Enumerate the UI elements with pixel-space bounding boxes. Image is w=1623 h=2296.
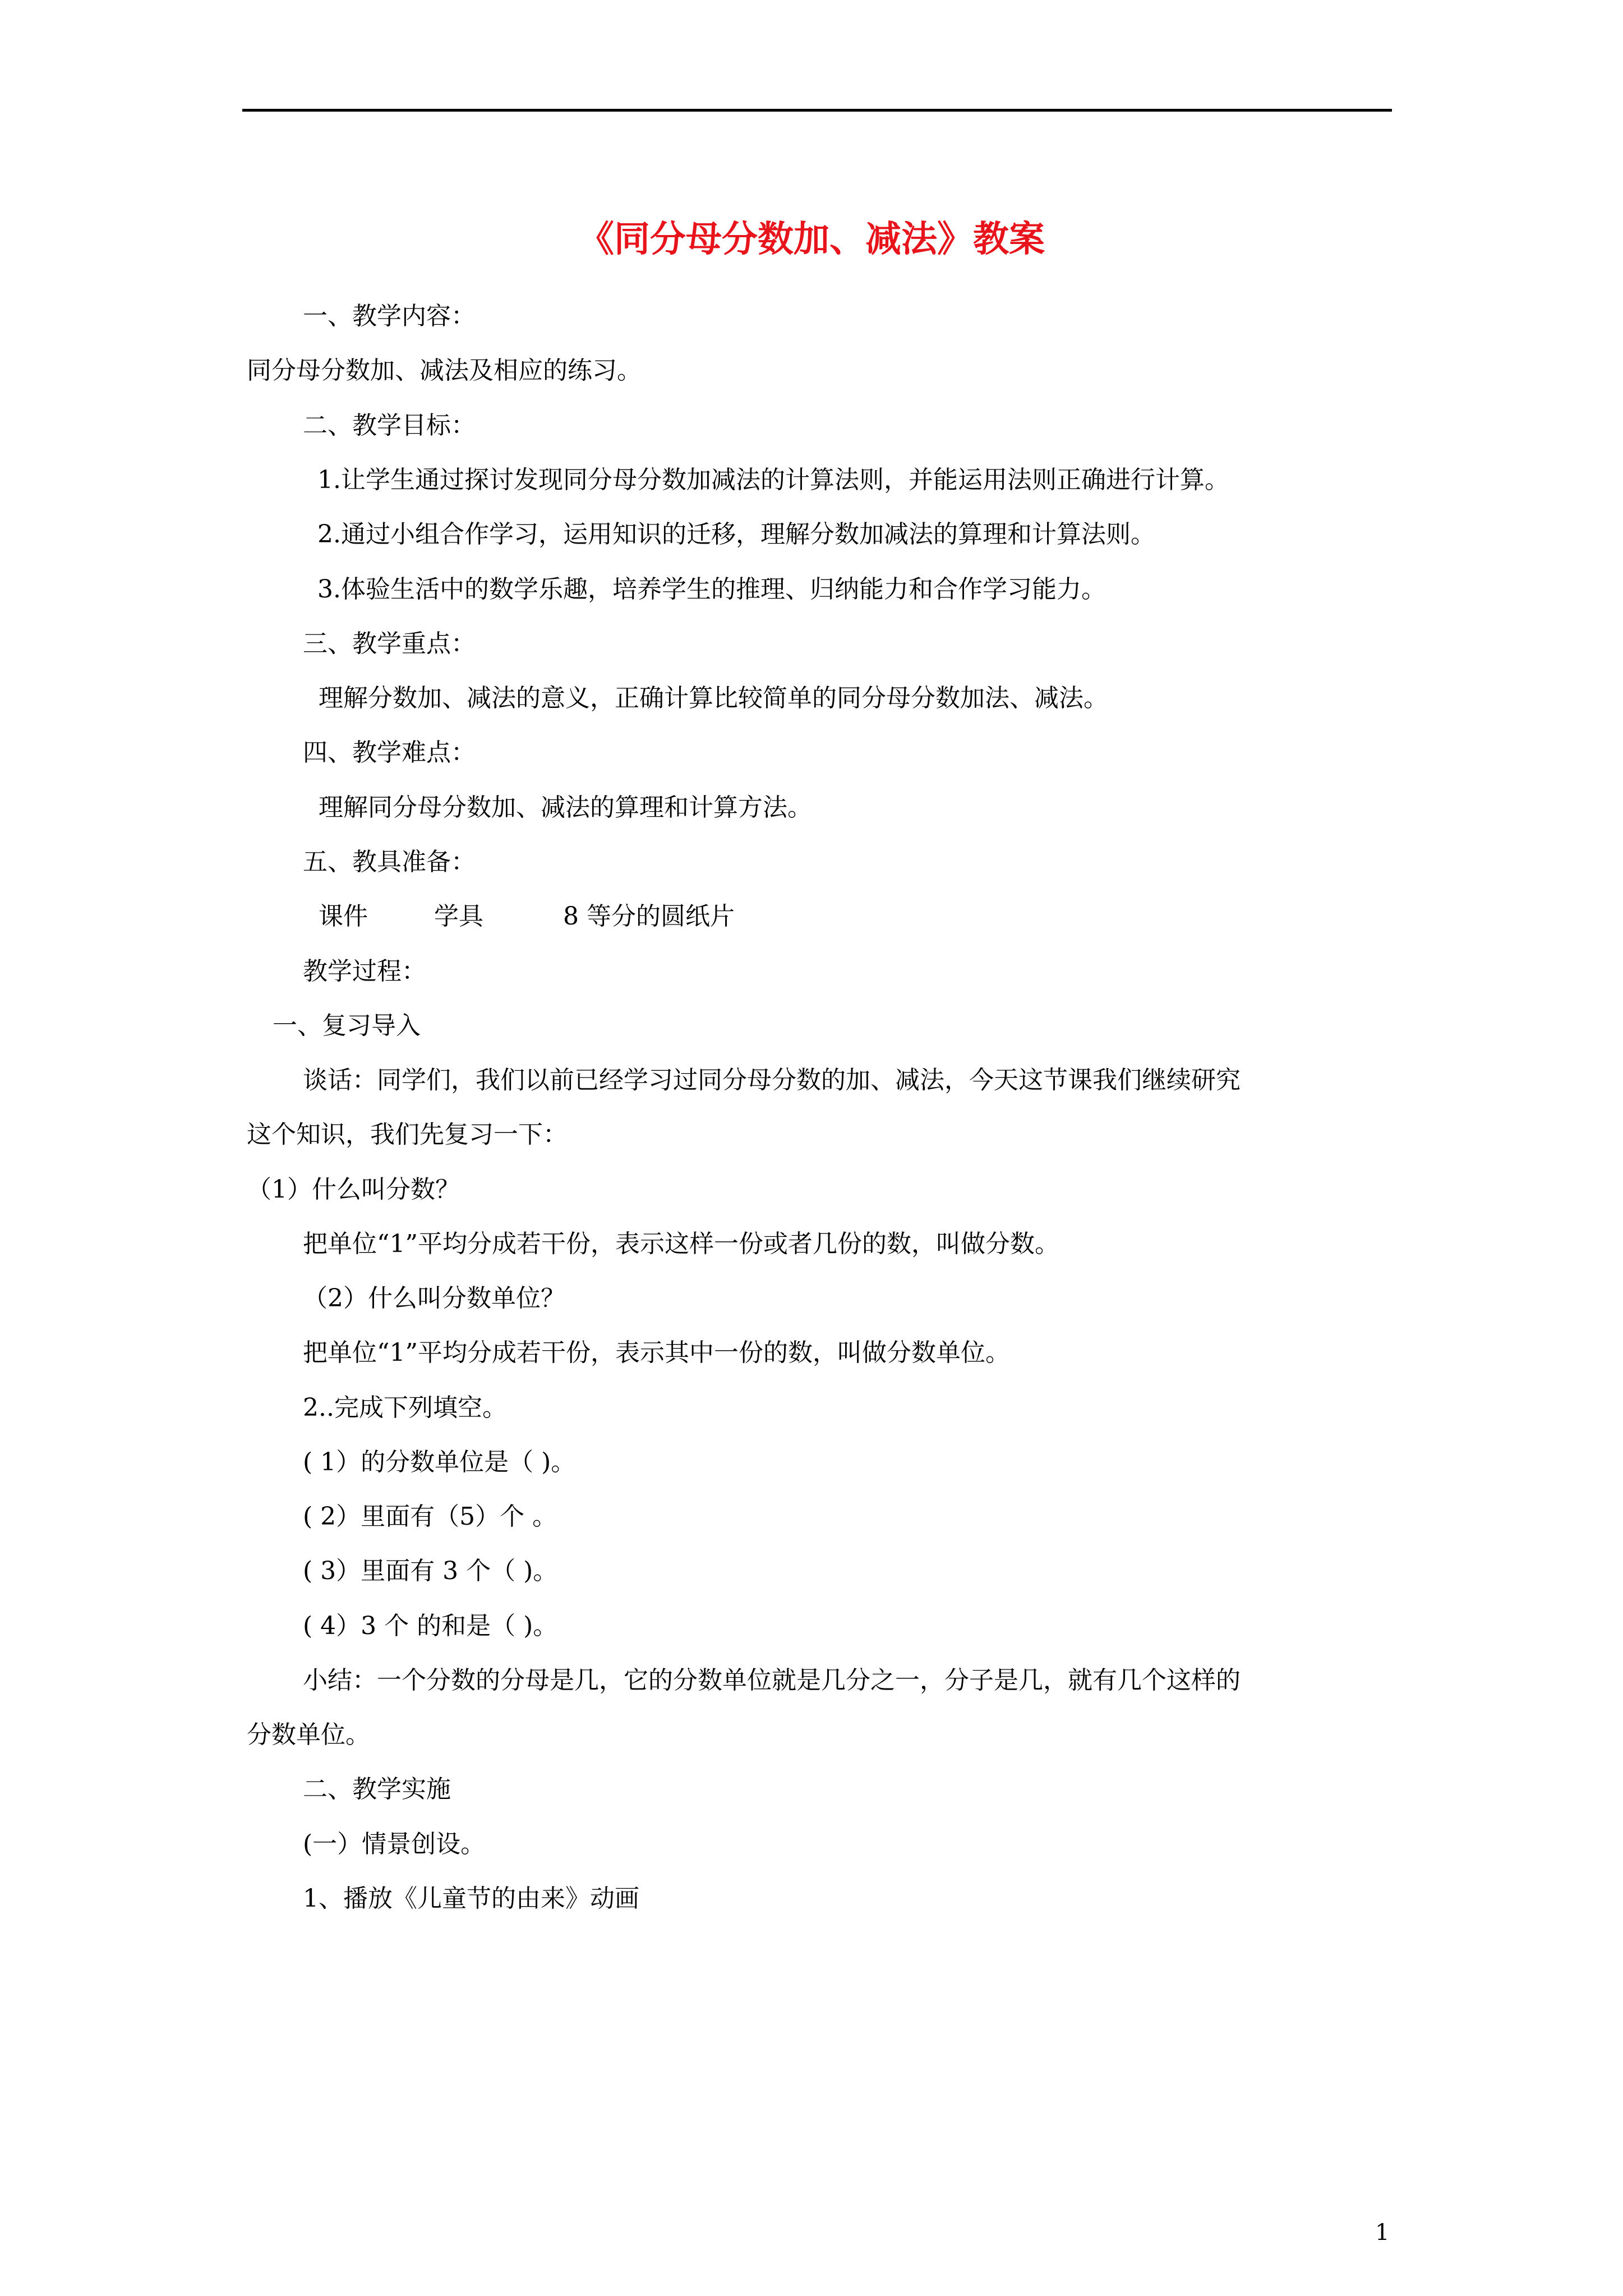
answer-2: 把单位“1”平均分成若干份，表示其中一份的数，叫做分数单位。 bbox=[303, 1338, 1010, 1367]
paragraph-talk-line-1: 谈话：同学们，我们以前已经学习过同分母分数的加、减法，今天这节课我们继续研究 bbox=[303, 1066, 1241, 1094]
exercise-item-3: ( 3）里面有 3 个（ )。 bbox=[303, 1557, 558, 1585]
subheading-scenario: (一）情景创设。 bbox=[303, 1830, 486, 1858]
summary-line-2: 分数单位。 bbox=[247, 1720, 370, 1749]
objective-2: 2.通过小组合作学习，运用知识的迁移，理解分数加减法的算理和计算法则。 bbox=[317, 520, 1155, 549]
section-heading-objectives: 二、教学目标： bbox=[303, 411, 476, 440]
question-2: （2）什么叫分数单位？ bbox=[303, 1284, 565, 1313]
objective-1: 1.让学生通过探讨发现同分母分数加减法的计算法则，并能运用法则正确进行计算。 bbox=[317, 466, 1229, 494]
step-play-animation: 1、播放《儿童节的由来》动画 bbox=[303, 1884, 639, 1913]
prep-item-tools: 学具 bbox=[434, 902, 483, 931]
section-heading-content: 一、教学内容： bbox=[303, 302, 476, 330]
exercise-heading: 2..完成下列填空。 bbox=[303, 1393, 507, 1422]
section-heading-materials: 五、教具准备： bbox=[303, 848, 476, 876]
section-heading-key-points: 三、教学重点： bbox=[303, 629, 476, 658]
document-title: 《同分母分数加、减法》教案 bbox=[578, 218, 1045, 260]
paragraph-talk-line-2: 这个知识，我们先复习一下： bbox=[247, 1120, 568, 1149]
header-rule bbox=[242, 109, 1392, 112]
subheading-review: 一、复习导入 bbox=[273, 1011, 421, 1040]
answer-1: 把单位“1”平均分成若干份，表示这样一份或者几份的数，叫做分数。 bbox=[303, 1230, 1059, 1258]
key-points-text: 理解分数加、减法的意义，正确计算比较简单的同分母分数加法、减法。 bbox=[319, 684, 1108, 712]
section-heading-difficulties: 四、教学难点： bbox=[303, 738, 476, 767]
objective-3: 3.体验生活中的数学乐趣，培养学生的推理、归纳能力和合作学习能力。 bbox=[317, 575, 1106, 604]
prep-item-courseware: 课件 bbox=[319, 902, 368, 931]
exercise-item-2: ( 2）里面有（5）个 。 bbox=[303, 1502, 557, 1531]
page-number: 1 bbox=[1375, 2220, 1390, 2246]
question-1: （1）什么叫分数？ bbox=[247, 1175, 460, 1204]
summary-line-1: 小结：一个分数的分母是几，它的分数单位就是几分之一，分子是几，就有几个这样的 bbox=[303, 1666, 1241, 1695]
section-heading-process: 教学过程： bbox=[303, 957, 426, 986]
paragraph-content: 同分母分数加、减法及相应的练习。 bbox=[247, 356, 642, 385]
exercise-item-4: ( 4）3 个 的和是（ )。 bbox=[303, 1612, 558, 1640]
exercise-item-1: ( 1）的分数单位是（ )。 bbox=[303, 1448, 576, 1476]
prep-item-paper-circle: 8 等分的圆纸片 bbox=[563, 902, 735, 931]
difficulties-text: 理解同分母分数加、减法的算理和计算方法。 bbox=[319, 793, 812, 822]
section-heading-implementation: 二、教学实施 bbox=[303, 1775, 451, 1803]
